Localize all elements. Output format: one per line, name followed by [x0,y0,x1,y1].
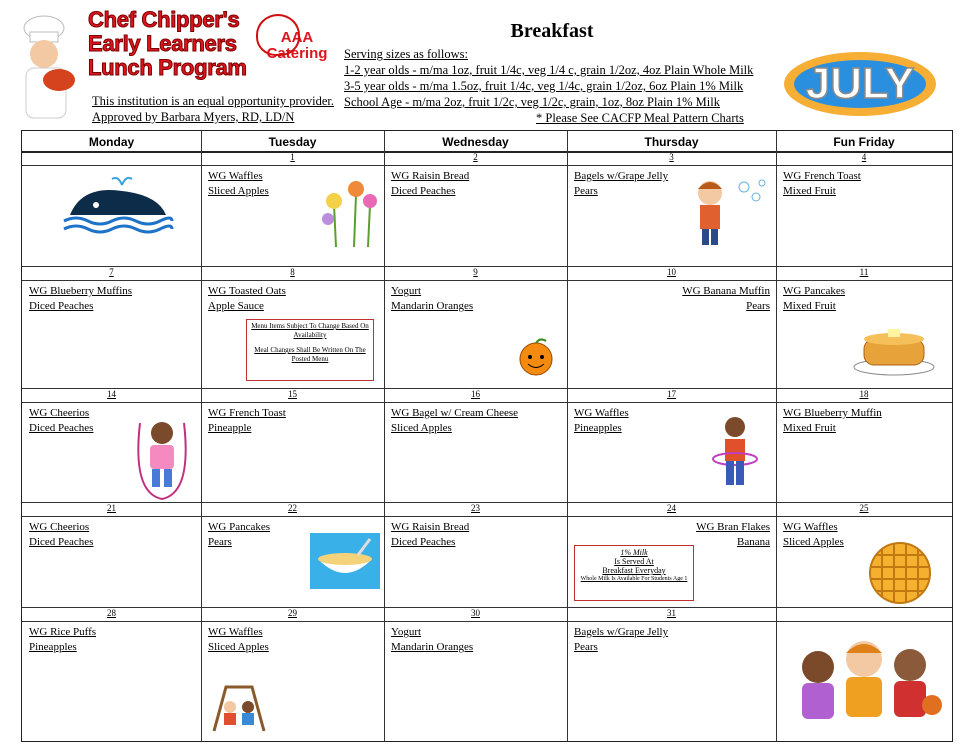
date-number: 10 [667,267,676,277]
date-row-divider [22,402,952,403]
logo-line-1: Chef Chipper's [88,7,240,32]
menu-fruit-item: Mixed Fruit [783,300,836,312]
date-number: 11 [859,267,869,277]
menu-fruit-item: Mixed Fruit [783,185,836,197]
serving-line-1: 1-2 year olds - m/ma 1oz, fruit 1/4c, veg 1/4 c, grain 1/2oz, 4oz Plain Whole Milk [344,63,754,77]
equal-opportunity-text: This institution is an equal opportunity provider. [92,94,334,108]
logo-line-2: Early Learners [88,31,237,56]
menu-main-item: Yogurt [391,626,422,638]
aaa-line-2: Catering [266,45,328,62]
waffle-image [868,541,932,605]
date-number: 16 [471,389,480,399]
menu-fruit-item: Apple Sauce [208,300,264,312]
date-number: 7 [109,267,114,277]
date-number: 23 [471,503,480,513]
menu-main-item: WG Pancakes [208,521,271,533]
menu-main-item: WG Waffles [208,170,263,182]
calendar-grid [21,130,953,742]
menu-main-item: WG Raisin Bread [391,521,470,533]
column-divider [567,131,568,741]
menu-fruit-item: Pineapples [574,422,622,434]
menu-main-item: WG Waffles [208,626,263,638]
menu-main-item: Yogurt [391,285,422,297]
menu-main-item: WG French Toast [208,407,286,419]
date-number: 4 [861,152,867,162]
menu-main-item: Bagels w/Grape Jelly [574,170,669,182]
pancakes-image [852,317,936,377]
chef-child-image [14,14,84,122]
date-row-divider [22,621,952,622]
swing-set-image [212,685,266,733]
menu-main-item: WG Raisin Bread [391,170,470,182]
menu-main-item: WG Bagel w/ Cream Cheese [391,407,519,419]
menu-main-item: WG Bran Flakes [696,521,770,533]
date-row-divider [22,280,952,281]
menu-fruit-item: Sliced Apples [208,185,269,197]
milk-line-1: 1% Milk [620,548,648,557]
milk-line-2: Is Served At [614,557,654,566]
date-number: 22 [288,503,297,513]
date-number: 15 [288,389,297,399]
date-number: 2 [473,152,478,162]
menu-main-item: WG Blueberry Muffins [29,285,133,297]
serving-line-2: 3-5 year olds - m/ma 1.5oz, fruit 1/4c, veg 1/4c, grain 1/2oz, 6oz Plain 1% Milk [344,79,744,93]
menu-main-item: WG Waffles [783,521,838,533]
date-number: 8 [290,267,295,277]
milk-note [574,545,694,601]
header-thursday: Thursday [644,135,699,149]
date-number: 25 [859,503,869,513]
boy-bubbles-image [682,175,772,249]
whale-image [62,171,174,241]
month-text: JULY [805,59,915,108]
date-number: 18 [859,389,869,399]
header-tuesday: Tuesday [268,135,317,149]
menu-fruit-item: Diced Peaches [391,536,456,548]
cereal-bowl-image [310,533,380,589]
milk-line-4: Whole Milk Is Available For Students Age 1 [580,576,688,582]
menu-fruit-item: Diced Peaches [29,300,94,312]
logo-line-3: Lunch Program [88,55,247,80]
date-number: 30 [471,608,480,618]
menu-change-note [246,319,374,381]
menu-main-item: WG French Toast [783,170,861,182]
date-number: 14 [107,389,116,399]
date-number: 3 [669,152,674,162]
menu-change-line-1: Menu Items Subject To Change Based On Availability [251,322,369,339]
date-number: 21 [107,503,116,513]
header-monday: Monday [88,135,135,149]
menu-fruit-item: Diced Peaches [29,422,94,434]
boy-hula-hoop-image [710,415,760,495]
page-title: Breakfast [510,20,594,42]
column-divider [384,131,385,741]
menu-main-item: Bagels w/Grape Jelly [574,626,669,638]
menu-fruit-item: Mandarin Oranges [391,641,474,653]
menu-fruit-item: Sliced Apples [783,536,844,548]
month-banner [780,40,940,122]
menu-main-item: WG Blueberry Muffin [783,407,882,419]
column-divider [776,131,777,741]
menu-main-item: WG Banana Muffin [682,285,770,297]
orange-image [516,337,556,377]
weekday-header-row [22,131,952,153]
menu-fruit-item: Pears [208,536,232,548]
header-friday: Fun Friday [833,135,895,149]
menu-fruit-item: Pears [574,641,598,653]
menu-main-item: WG Waffles [574,407,629,419]
date-number: 29 [288,608,297,618]
menu-fruit-item: Pears [574,185,598,197]
menu-fruit-item: Diced Peaches [391,185,456,197]
date-number: 24 [667,503,676,513]
date-number: 9 [473,267,478,277]
menu-change-line-2: Meal Changes Shall Be Written On The Posted Menu [254,346,366,363]
aaa-catering-logo [256,14,338,62]
milk-line-3: Breakfast Everyday [602,566,666,575]
menu-fruit-item: Diced Peaches [29,536,94,548]
flowers-image [314,175,378,249]
menu-fruit-item: Pears [746,300,770,312]
menu-fruit-item: Sliced Apples [208,641,269,653]
date-number: 17 [667,389,676,399]
apple-icon [256,14,300,56]
serving-line-3: School Age - m/ma 2oz, fruit 1/2c, veg 1/2c, grain, 1oz, 8oz Plain 1% Milk [344,95,720,109]
menu-fruit-item: Sliced Apples [391,422,452,434]
menu-main-item: WG Cheerios [29,407,90,419]
cacfp-note: * Please See CACFP Meal Pattern Charts [536,111,744,125]
date-number: 31 [667,608,676,618]
approved-by-text: Approved by Barbara Myers, RD, LD/N [92,110,295,124]
menu-fruit-item: Mixed Fruit [783,422,836,434]
menu-fruit-item: Mandarin Oranges [391,300,474,312]
menu-fruit-item: Pineapples [29,641,77,653]
menu-fruit-item: Pineapple [208,422,252,434]
column-divider [201,131,202,741]
header-wednesday: Wednesday [442,135,509,149]
menu-main-item: WG Toasted Oats [208,285,286,297]
kids-group-image [782,633,946,735]
menu-main-item: WG Cheerios [29,521,90,533]
menu-main-item: WG Rice Puffs [29,626,97,638]
menu-fruit-item: Banana [737,536,770,548]
date-number: 28 [107,608,116,618]
aaa-line-1: AAA [280,29,314,46]
date-number: 1 [290,152,295,162]
date-row-divider [22,516,952,517]
date-row-divider [22,165,952,166]
menu-main-item: WG Pancakes [783,285,846,297]
serving-intro: Serving sizes as follows: [344,47,468,61]
girl-jump-rope-image [132,413,192,503]
